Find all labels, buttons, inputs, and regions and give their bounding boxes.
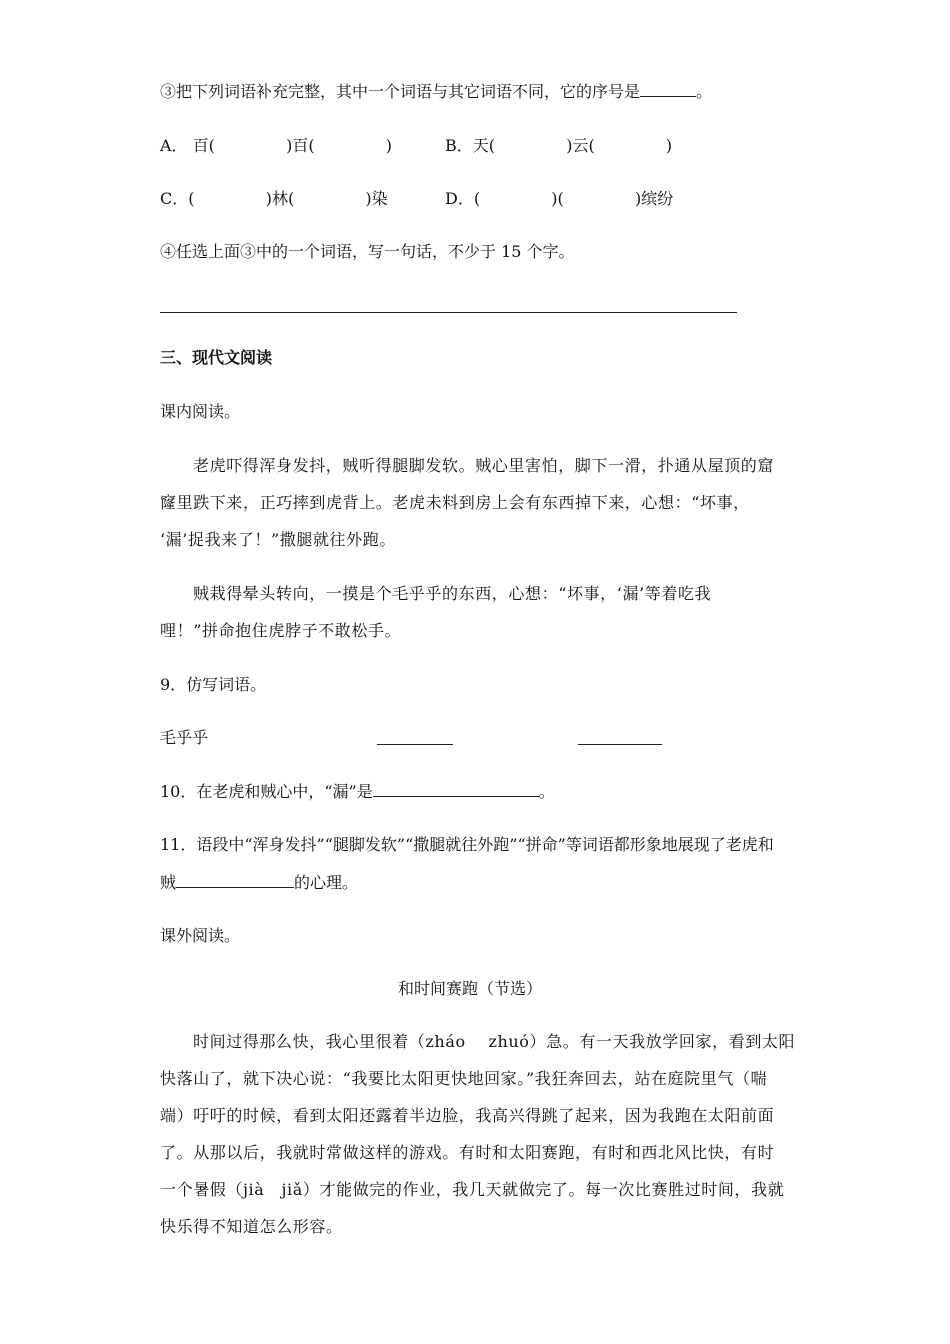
inclass-paragraph-1-line-2: 窿里跌下来，正巧摔到虎背上。老虎未料到房上会有东西掉下来，心想：“坏事， bbox=[160, 493, 750, 512]
option-d-label: D． bbox=[445, 189, 474, 208]
option-c-label: C． bbox=[160, 189, 189, 208]
q4-answer-line[interactable] bbox=[160, 312, 737, 313]
passage-line-5: 一个暑假（jià jiǎ）才能做完的作业，我几天就做完了。每一次比赛胜过时间，我就 bbox=[160, 1180, 785, 1199]
outclass-label: 课外阅读。 bbox=[160, 926, 241, 945]
q11-line-2 bbox=[160, 871, 358, 895]
q3-option-b bbox=[445, 134, 672, 158]
inclass-paragraph-1-line-1: 老虎吓得浑身发抖，贼听得腿脚发软。贼心里害怕，脚下一滑，扑通从屋顶的窟 bbox=[193, 456, 775, 475]
q3-option-d bbox=[445, 187, 673, 211]
q3-answer-blank[interactable] bbox=[640, 80, 696, 97]
q9-answer-blank-2[interactable] bbox=[578, 728, 662, 745]
option-b-text: 天( )云( ) bbox=[472, 136, 673, 155]
passage-line-2: 快落山了，就下决心说：“我要比太阳更快地回家。”我狂奔回去，站在庭院里气（喘 bbox=[160, 1069, 768, 1088]
passage-title: 和时间赛跑（节选） bbox=[398, 979, 543, 998]
section-title: 三、现代文阅读 bbox=[160, 348, 273, 367]
q11-line-1: 11．语段中“浑身发抖”“腿脚发软”“撒腿就往外跑”“拼命”等词语都形象地展现了老虎和 bbox=[160, 835, 774, 854]
q11-answer-blank[interactable] bbox=[176, 871, 294, 888]
inclass-paragraph-2-line-1: 贼栽得晕头转向，一摸是个毛乎乎的东西，心想：“坏事，‘漏’等着吃我 bbox=[193, 584, 712, 603]
q3-option-a bbox=[160, 134, 392, 158]
option-d-text: ( )( )缤纷 bbox=[473, 189, 674, 208]
q11-line-2-end: 的心理。 bbox=[294, 873, 359, 892]
q9-prompt: 9．仿写词语。 bbox=[160, 675, 267, 694]
q3-prompt: ③把下列词语补充完整，其中一个词语与其它词语不同，它的序号是 bbox=[160, 82, 641, 101]
passage-line-4: 了。从那以后，我就时常做这样的游戏。有时和太阳赛跑，有时和西北风比快，有时 bbox=[160, 1143, 775, 1162]
option-a-label: A． bbox=[160, 136, 188, 155]
q3-option-c bbox=[160, 187, 388, 211]
inclass-paragraph-2-line-2: 哩！”拼命抱住虎脖子不敢松手。 bbox=[160, 621, 402, 640]
option-c-text: ( )林( )染 bbox=[188, 189, 388, 208]
passage-line-1: 时间过得那么快，我心里很着（zháo zhuó）急。有一天我放学回家，看到太阳 bbox=[193, 1032, 796, 1051]
inclass-label: 课内阅读。 bbox=[160, 402, 241, 421]
option-a-text: 百( )百( ) bbox=[192, 136, 393, 155]
q9-answer-blank-1[interactable] bbox=[377, 728, 453, 745]
inclass-paragraph-1-line-3: ‘漏’捉我来了！”撒腿就往外跑。 bbox=[160, 530, 396, 549]
passage-line-6: 快乐得不知道怎么形容。 bbox=[160, 1217, 343, 1236]
passage-line-3: 端）吁吁的时候，看到太阳还露着半边脸，我高兴得跳了起来，因为我跑在太阳前面 bbox=[160, 1106, 775, 1125]
q10-end: 。 bbox=[538, 782, 555, 801]
q11-line-2-start: 贼 bbox=[160, 873, 177, 892]
option-b-label: B． bbox=[445, 136, 473, 155]
q10-line bbox=[160, 780, 555, 804]
q3-prompt-end: 。 bbox=[696, 82, 713, 101]
q4-prompt: ④任选上面③中的一个词语，写一句话，不少于 15 个字。 bbox=[160, 242, 575, 261]
q10-prompt: 10．在老虎和贼心中，“漏”是 bbox=[160, 782, 373, 801]
q9-example: 毛乎乎 bbox=[160, 728, 209, 747]
q10-answer-blank[interactable] bbox=[373, 780, 539, 797]
q3-line bbox=[160, 80, 712, 104]
